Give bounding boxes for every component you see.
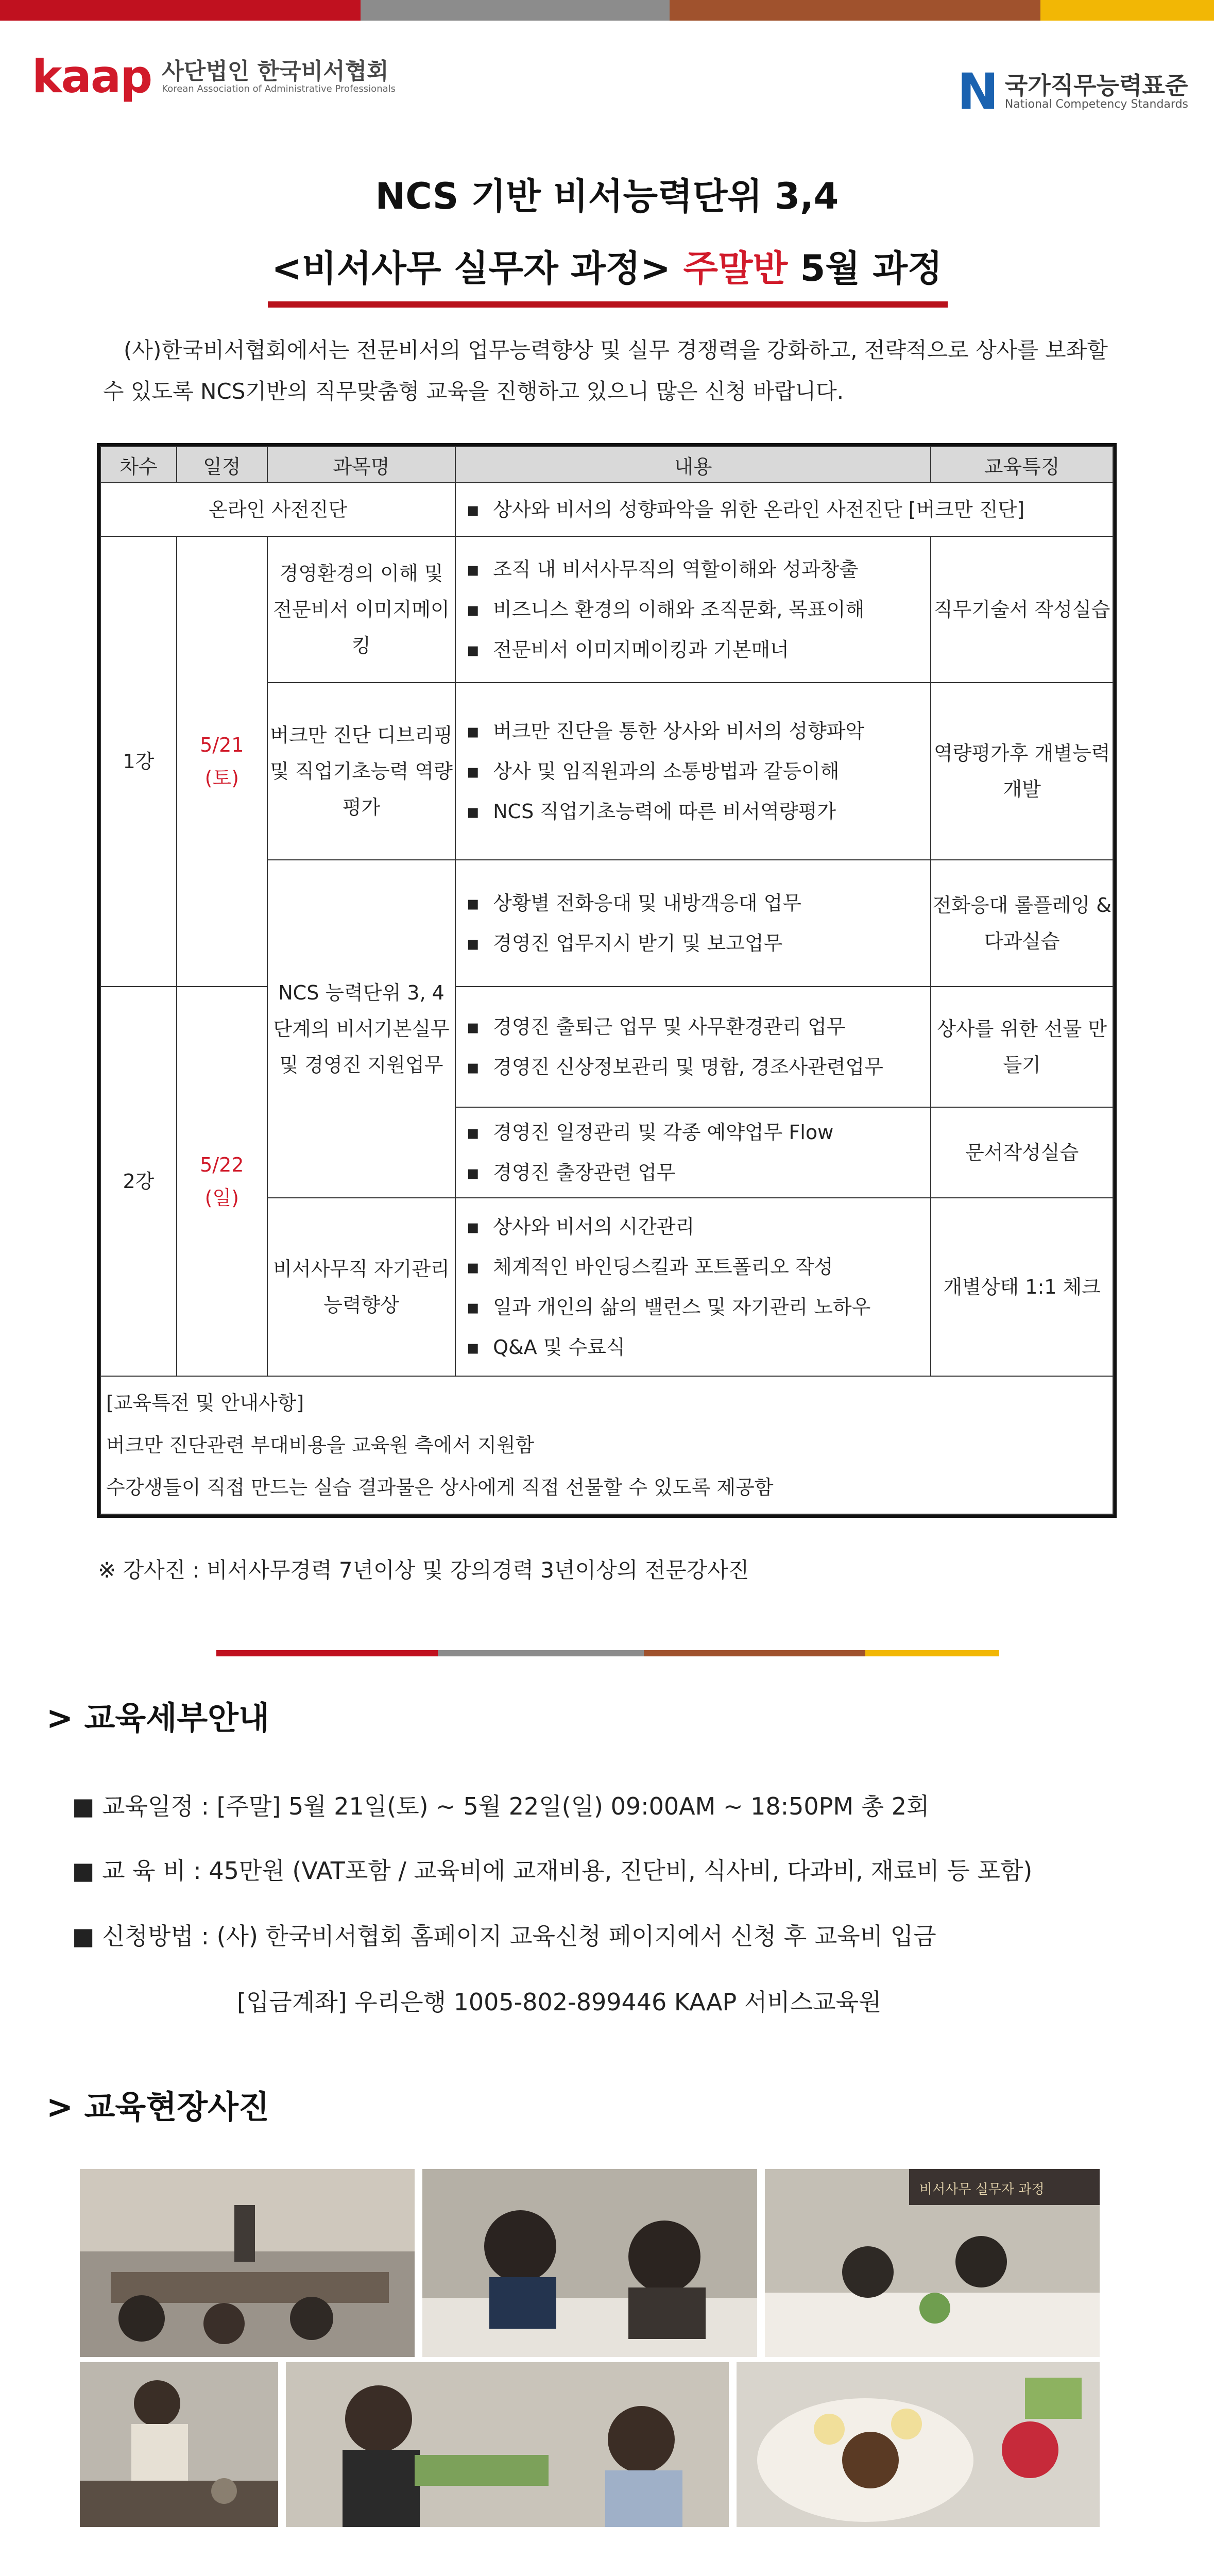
session2-day: (일) <box>204 1187 239 1209</box>
kaap-name: 사단법인 한국비서협회 <box>162 58 389 84</box>
feature-cell: 상사를 위한 선물 만들기 <box>931 987 1113 1107</box>
info-apply: ■ 신청방법 : (사) 한국비서협회 홈페이지 교육신청 페이지에서 신청 후 교육비 입금 <box>72 1922 936 1950</box>
table-row-online <box>100 483 1113 536</box>
table-row <box>100 536 1113 683</box>
details-title: > 교육세부안내 <box>46 1699 269 1737</box>
info-account: [입금계좌] 우리은행 1005-802-899446 KAAP 서비스교육원 <box>237 1988 882 2016</box>
photo-classroom-lecture[interactable] <box>80 2169 415 2357</box>
content-item: ▪ 경영진 출장관련 업무 <box>466 1153 920 1193</box>
online-content <box>455 483 1113 536</box>
content-item: ▪ 전문비서 이미지메이킹과 기본매너 <box>466 630 920 670</box>
bar-yellow <box>1040 0 1214 21</box>
content-cell <box>455 1107 931 1198</box>
top-color-bar <box>0 0 1214 21</box>
kaap-logo-word: kaap <box>32 50 152 103</box>
content-item: ▪ 경영진 업무지시 받기 및 보고업무 <box>466 923 920 963</box>
ncs-name: 국가직무능력표준 <box>1004 71 1188 99</box>
subject-cell: 경영환경의 이해 및 전문비서 이미지메이킹 <box>267 536 456 683</box>
ncs-subtitle: National Competency Standards <box>1004 98 1188 111</box>
notes-title: [교육특전 및 안내사항] <box>106 1392 304 1414</box>
content-item: ▪ 조직 내 비서사무직의 역할이해와 성과창출 <box>466 549 920 589</box>
photo-fruit-plate[interactable] <box>737 2362 1100 2527</box>
instructor-note: ※ 강사진 : 비서사무경력 7년이상 및 강의경력 3년이상의 전문강사진 <box>98 1557 749 1583</box>
bar-gray <box>361 0 670 21</box>
ncs-logo-mark: N <box>957 63 999 121</box>
photo-snack-table[interactable] <box>286 2362 729 2527</box>
photo-tea-practice[interactable] <box>80 2362 278 2527</box>
content-item: ▪ 경영진 출퇴근 업무 및 사무환경관리 업무 <box>466 1007 920 1047</box>
feature-cell: 문서작성실습 <box>931 1107 1113 1198</box>
feature-cell: 전화응대 롤플레잉 & 다과실습 <box>931 860 1113 987</box>
content-cell <box>455 683 931 860</box>
notes-item: 수강생들이 직접 만드는 실습 결과물은 상사에게 직접 선물할 수 있도록 제공함 <box>106 1476 774 1499</box>
content-item: ▪ 상황별 전화응대 및 내방객응대 업무 <box>466 883 920 923</box>
subject-cell: 버크만 진단 디브리핑 및 직업기초능력 역량평가 <box>267 683 456 860</box>
header-feature: 교육특징 <box>931 447 1113 483</box>
section-divider <box>216 1650 999 1656</box>
session1-day: (토) <box>204 767 239 789</box>
content-item: ▪ NCS 직업기초능력에 따른 비서역량평가 <box>466 791 920 832</box>
content-item: ▪ 상사 및 임직원과의 소통방법과 갈등이해 <box>466 751 920 791</box>
photos-title: > 교육현장사진 <box>46 2088 269 2126</box>
sub-title-course: <비서사무 실무자 과정> <box>271 247 671 290</box>
header-schedule: 일정 <box>177 447 267 483</box>
content-item: ▪ 일과 개인의 삶의 밸런스 및 자기관리 노하우 <box>466 1287 920 1327</box>
kaap-subtitle: Korean Association of Administrative Professionals <box>162 83 396 95</box>
content-item: ▪ 체계적인 바인딩스킬과 포트폴리오 작성 <box>466 1247 920 1287</box>
sub-title <box>0 240 1214 292</box>
bar-red <box>0 0 361 21</box>
content-cell <box>455 536 931 683</box>
content-item: ▪ 비즈니스 환경의 이해와 조직문화, 목표이해 <box>466 589 920 630</box>
session2-date <box>177 987 267 1376</box>
content-cell <box>455 860 931 987</box>
intro-paragraph: (사)한국비서협회에서는 전문비서의 업무능력향상 및 실무 경쟁력을 강화하고, 전략적으로 상사를 보좌할 수 있도록 NCS기반의 직무맞춤형 교육을 진행하고 있으니 많은 신청 바랍니다. <box>103 337 1108 404</box>
table-row-notes <box>100 1376 1113 1514</box>
bar-brown <box>670 0 1040 21</box>
subject-cell: NCS 능력단위 3, 4 단계의 비서기본실무 및 경영진 지원업무 <box>267 860 456 1198</box>
divider-brown <box>644 1650 865 1656</box>
info-schedule: ■ 교육일정 : [주말] 5월 21일(토) ~ 5월 22일(일) 09:00AM ~ 18:50PM 총 2회 <box>72 1792 930 1820</box>
sub-title-month: 5월 과정 <box>800 247 943 290</box>
feature-cell: 역량평가후 개별능력개발 <box>931 683 1113 860</box>
content-cell <box>455 987 931 1107</box>
photo-flower-workshop[interactable] <box>765 2169 1100 2357</box>
session2-date-value: 5/22 <box>200 1154 244 1176</box>
online-content-item: ▪ 상사와 비서의 성향파악을 위한 온라인 사전진단 [버크만 진단] <box>466 489 1102 530</box>
session2-label: 2강 <box>100 987 177 1376</box>
divider-gray <box>438 1650 644 1656</box>
content-item: ▪ 상사와 비서의 시간관리 <box>466 1207 920 1247</box>
photo-banner-1: 비서사무 실무자 과정 <box>919 2182 1045 2197</box>
session1-label: 1강 <box>100 536 177 987</box>
title-underline <box>268 301 948 308</box>
content-item: ▪ 버크만 진단을 통한 상사와 비서의 성향파악 <box>466 711 920 751</box>
table-row <box>100 987 1113 1107</box>
online-label: 온라인 사전진단 <box>100 483 455 536</box>
notes-cell <box>100 1376 1113 1514</box>
feature-cell: 개별상태 1:1 체크 <box>931 1198 1113 1376</box>
sub-title-weekend: 주말반 <box>683 247 788 290</box>
info-fee: ■ 교 육 비 : 45만원 (VAT포함 / 교육비에 교재비용, 진단비, 식사비, 다과비, 재료비 등 포함) <box>72 1857 1033 1885</box>
subject-cell: 비서사무직 자기관리능력향상 <box>267 1198 456 1376</box>
feature-cell: 직무기술서 작성실습 <box>931 536 1113 683</box>
content-item: ▪ Q&A 및 수료식 <box>466 1327 920 1367</box>
kaap-logo[interactable] <box>32 50 396 103</box>
session1-date <box>177 536 267 987</box>
notes-item: 버크만 진단관련 부대비용을 교육원 측에서 지원함 <box>106 1434 535 1456</box>
divider-red <box>216 1650 438 1656</box>
divider-yellow <box>865 1650 999 1656</box>
header-session: 차수 <box>100 447 177 483</box>
header-content: 내용 <box>455 447 931 483</box>
photo-phone-practice[interactable] <box>422 2169 757 2357</box>
content-cell <box>455 1198 931 1376</box>
content-item: ▪ 경영진 일정관리 및 각종 예약업무 Flow <box>466 1112 920 1153</box>
main-title: NCS 기반 비서능력단위 3,4 <box>375 175 839 217</box>
session1-date-value: 5/21 <box>200 734 244 756</box>
curriculum-table <box>97 443 1117 1518</box>
content-item: ▪ 경영진 신상정보관리 및 명함, 경조사관련업무 <box>466 1047 920 1087</box>
ncs-logo[interactable] <box>957 63 1188 121</box>
header-subject: 과목명 <box>267 447 456 483</box>
